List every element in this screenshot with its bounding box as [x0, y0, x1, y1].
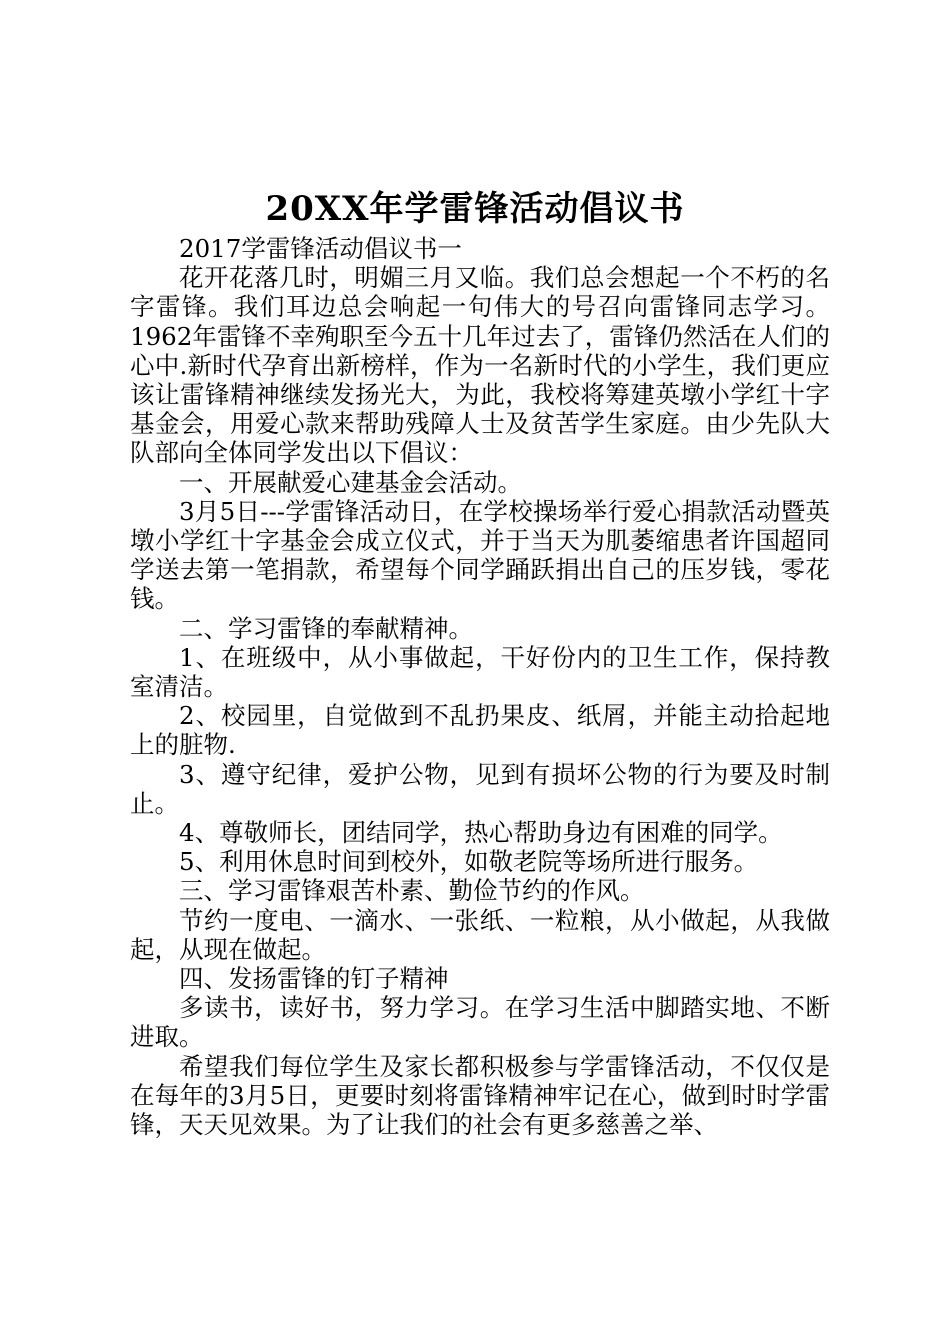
section-heading-2: 二、学习雷锋的奉献精神。 [179, 613, 473, 643]
document-title: 20XX年学雷锋活动倡议书 [265, 189, 685, 229]
section-heading-4: 四、发扬雷锋的钉子精神 [179, 964, 449, 994]
paragraph-section-1: 3月5日---学雷锋活动日，在学校操场举行爱心捐款活动暨英墩小学红十字基金会成立仪式，并于当天为肌萎缩患者许国超同学送去第一笔捐款，希望每个同学踊跃捐出自己的压岁钱，零花钱。 [130, 496, 830, 614]
list-item-4: 4、尊敬师长，团结同学，热心帮助身边有困难的同学。 [179, 818, 783, 848]
paragraph-closing: 希望我们每位学生及家长都积极参与学雷锋活动，不仅仅是在每年的3月5日，更要时刻将雷锋精神牢记在心，做到时时学雷锋，天天见效果。为了让我们的社会有更多慈善之举、 [130, 1051, 830, 1140]
section-heading-3: 三、学习雷锋艰苦朴素、勤俭节约的作风。 [179, 876, 645, 906]
paragraph-subtitle: 2017学雷锋活动倡议书一 [179, 234, 462, 263]
section-heading-1: 一、开展献爱心建基金会活动。 [179, 467, 522, 497]
list-item-1: 1、在班级中，从小事做起，干好份内的卫生工作，保持教室清洁。 [130, 642, 830, 702]
list-item-5: 5、利用休息时间到校外，如敬老院等场所进行服务。 [179, 847, 759, 877]
document-body [130, 234, 830, 1139]
paragraph-section-4: 多读书，读好书，努力学习。在学习生活中脚踏实地、不断进取。 [130, 993, 830, 1052]
paragraph-intro: 花开花落几时，明媚三月又临。我们总会想起一个不朽的名字雷锋。我们耳边总会响起一句伟大的号召向雷锋同志学习。1962年雷锋不幸殉职至今五十几年过去了，雷锋仍然活在人们的心中.新时代孕育出新榜样，作为一名新时代的小学生，我们更应该让雷锋精神继续发扬光大，为此，我校将筹建英墩小学红十字基金会，用爱心款来帮助残障人士及贫苦学生家庭。由少先队大队部向全体同学发出以下倡议： [130, 263, 830, 468]
list-item-2: 2、校园里，自觉做到不乱扔果皮、纸屑，并能主动拾起地上的脏物. [130, 701, 830, 760]
paragraph-section-3: 节约一度电、一滴水、一张纸、一粒粮，从小做起，从我做起，从现在做起。 [130, 905, 830, 964]
list-item-3: 3、遵守纪律，爱护公物，见到有损坏公物的行为要及时制止。 [130, 759, 830, 818]
